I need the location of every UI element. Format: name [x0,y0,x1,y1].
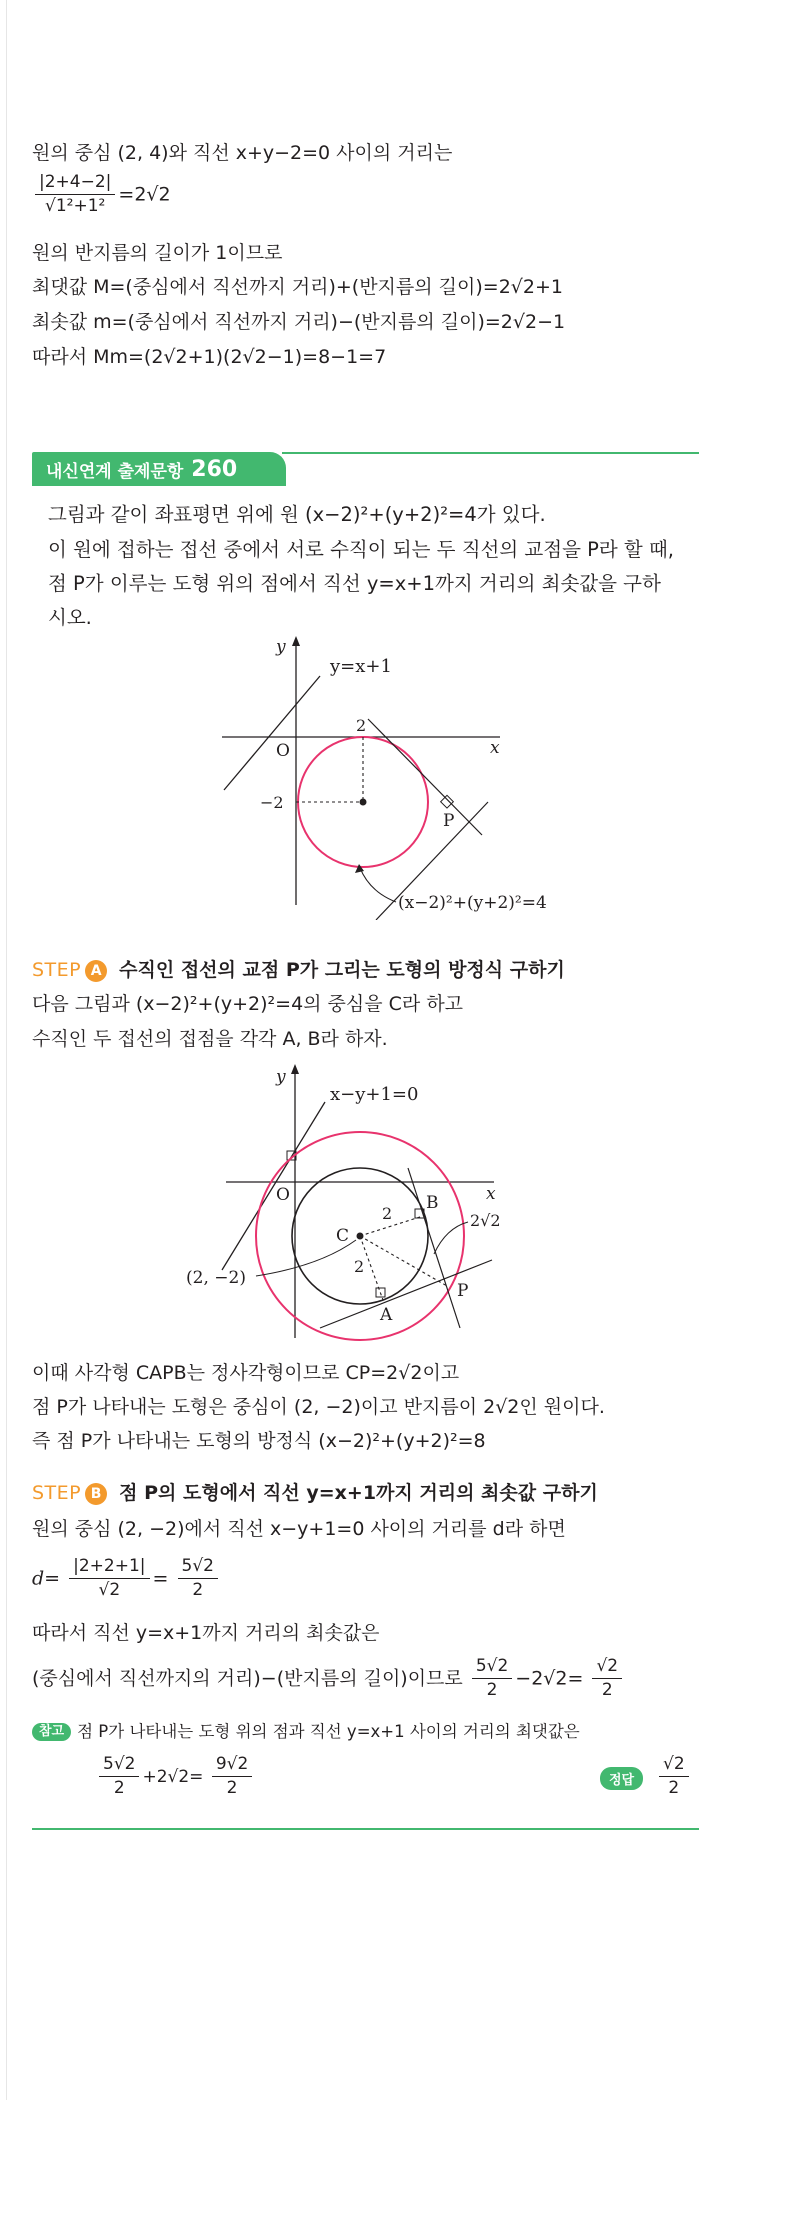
fig2-y-label: y [276,1067,286,1087]
step-a-title: 수직인 접선의 교점 P가 그리는 도형의 방정식 구하기 [119,959,565,981]
step-b-result-line [32,1656,625,1702]
prev-distance-expression [32,172,171,218]
note-num-2: 9√2 [212,1754,252,1777]
fig1-point-p: P [443,811,455,831]
problem-badge-number: 260 [191,456,238,482]
step-b-d-frac [69,1556,149,1602]
note-num-1: 5√2 [99,1754,139,1777]
step-b-res-mid: −2√2= [515,1667,584,1690]
prev-line-5: 따라서 Mm=(2√2+1)(2√2−1)=8−1=7 [32,346,387,368]
step-b-letter: B [85,1483,107,1505]
fig2-point-a: A [380,1305,393,1325]
step-b-res-frac-1 [472,1656,512,1702]
prev-frac-num: |2+4−2| [35,172,115,195]
step-b-d-rden: 2 [192,1580,204,1601]
problem-badge [32,452,286,486]
fig1-y-arrow [292,636,300,646]
fig2-segment-cp [360,1236,447,1286]
fig2-center-dot [357,1233,364,1240]
step-b-text-2: 따라서 직선 y=x+1까지 거리의 최솟값은 [32,1622,380,1644]
problem-badge-label: 내신연계 출제문항 [46,461,184,482]
fig1-x-label: x [490,738,500,758]
fig2-point-b: B [426,1193,439,1213]
fig2-y-arrow [291,1064,299,1074]
step-a-text-1: 다음 그림과 (x−2)²+(y+2)²=4의 중심을 C라 하고 [32,993,464,1015]
problem-text-4: 시오. [48,606,92,629]
fig2-origin: O [276,1185,290,1205]
step-b-d-den: √2 [98,1580,121,1601]
step-b-res-den-2: 2 [601,1680,613,1701]
note-text: 점 P가 나타내는 도형 위의 점과 직선 y=x+1 사이의 거리의 최댓값은 [77,1722,580,1741]
fig2-label-2-upper: 2 [382,1204,393,1223]
fig2-x-label: x [486,1184,496,1204]
note-frac-2 [212,1754,252,1800]
prev-frac-den: √1²+1² [45,196,106,217]
fig1-leader-arrow [355,864,364,873]
prev-line-3: 최댓값 M=(중심에서 직선까지 거리)+(반지름의 길이)=2√2+1 [32,276,563,298]
answer-badge: 정답 [600,1767,643,1790]
answer-den: 2 [668,1778,680,1799]
step-a-letter: A [85,960,107,982]
fig1-tick-2: 2 [356,716,367,735]
step-b-text-1: 원의 중심 (2, −2)에서 직선 x−y+1=0 사이의 거리를 d라 하면 [32,1518,566,1540]
step-b-d-result [178,1556,218,1602]
step-b-d-eq: = [152,1567,169,1590]
problem-header-rule [282,452,699,454]
step-b-res-num-2: √2 [592,1656,622,1679]
fig2-center-label: C [336,1226,350,1246]
prev-frac-rhs: =2√2 [118,183,171,206]
fig1-right-angle [441,795,454,808]
step-a-result-2: 점 P가 나타내는 도형은 중심이 (2, −2)이고 반지름이 2√2인 원이다. [32,1396,605,1418]
page-edge-rule [6,0,7,2100]
fig2-point-p: P [457,1281,469,1301]
fig2-center-coord: (2, −2) [186,1268,246,1288]
section-end-rule [32,1828,699,1830]
note-mid: +2√2= [142,1766,204,1787]
note-badge: 참고 [32,1723,71,1741]
step-a-result-3: 즉 점 P가 나타내는 도형의 방정식 (x−2)²+(y+2)²=8 [32,1430,486,1452]
prev-line-4: 최솟값 m=(중심에서 직선까지 거리)−(반지름의 길이)=2√2−1 [32,311,566,333]
problem-text-1: 그림과 같이 좌표평면 위에 원 (x−2)²+(y+2)²=4가 있다. [48,503,546,526]
step-b-text-3: (중심에서 직선까지의 거리)−(반지름의 길이)이므로 [32,1667,463,1690]
step-b-res-den-1: 2 [486,1680,498,1701]
prev-line-1: 원의 중심 (2, 4)와 직선 x+y−2=0 사이의 거리는 [32,142,453,164]
fig2-line [222,1102,325,1270]
fig1-center-dot [360,799,367,806]
fig1-leader [360,868,396,902]
step-b-title: 점 P의 도형에서 직선 y=x+1까지 거리의 최솟값 구하기 [119,1482,598,1504]
fig1-origin: O [276,741,290,761]
step-a-text-2: 수직인 두 접선의 접점을 각각 A, B라 하자. [32,1028,388,1050]
note-line [32,1722,580,1743]
problem-text-2: 이 원에 접하는 접선 중에서 서로 수직이 되는 두 직선의 교점을 P라 할 때, [48,538,674,561]
prev-line-2: 원의 반지름의 길이가 1이므로 [32,242,283,264]
fig2-label-2-lower: 2 [354,1257,365,1276]
figure-1 [200,630,620,920]
step-b-res-num-1: 5√2 [472,1656,512,1679]
note-den-1: 2 [113,1778,125,1799]
fig1-line-label: y=x+1 [330,656,392,677]
step-b-tag: STEP [32,1482,82,1504]
step-a-heading [32,955,565,982]
figure-2 [170,1058,570,1348]
fig1-circle-label: (x−2)²+(y+2)²=4 [398,893,547,913]
fig2-label-2root2: 2√2 [470,1211,501,1230]
note-frac-1 [99,1754,139,1800]
problem-header [32,452,699,484]
note-formula [96,1754,255,1800]
step-b-d-expression [32,1556,221,1602]
answer-value [656,1754,692,1800]
step-b-d-num: |2+2+1| [69,1556,149,1579]
answer-frac [659,1754,689,1800]
step-b-d-lhs: d= [32,1567,61,1590]
fig2-line-label: x−y+1=0 [330,1084,419,1105]
note-den-2: 2 [226,1778,238,1799]
step-a-tag: STEP [32,959,82,981]
step-b-heading [32,1478,598,1505]
prev-fraction [35,172,115,218]
fig1-y-label: y [276,637,286,657]
problem-text-3: 점 P가 이루는 도형 위의 점에서 직선 y=x+1까지 거리의 최솟값을 구하 [48,572,661,595]
fig2-tangent-b [408,1168,460,1328]
answer-num: √2 [659,1754,689,1777]
step-b-d-rnum: 5√2 [178,1556,218,1579]
step-a-result-1: 이때 사각형 CAPB는 정사각형이므로 CP=2√2이고 [32,1362,460,1384]
fig1-tick-neg2: −2 [260,793,284,812]
step-b-res-frac-2 [592,1656,622,1702]
